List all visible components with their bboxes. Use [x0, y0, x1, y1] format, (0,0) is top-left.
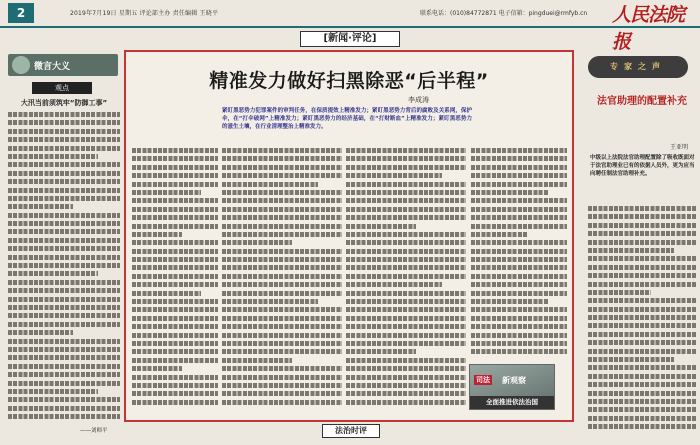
- left-headline: 大汛当前须筑牢“防御工事”: [20, 99, 108, 107]
- article-byline: 李成涛: [408, 96, 429, 104]
- article-lead: 紧盯黑恶势力犯罪案件的审判任务，在保质提效上精准发力；紧盯黑恶势力背后的腐败及关系网，保护伞，在“打伞破网”上精准发力；紧盯黑恶势力的经济基础，在“打财断血”上精准发力；紧盯黑恶势力的滋生土壤，在行业清理整治上精准发力。: [222, 108, 472, 130]
- left-body-text: [8, 112, 120, 424]
- left-author: ——刘师平: [80, 428, 108, 434]
- contact-line: 联系电话：(010)84772871 电子信箱：pingduei@rmfyb.cn: [420, 10, 588, 17]
- mic-icon: [12, 56, 30, 74]
- right-column: [580, 30, 698, 438]
- article-col-1: [132, 148, 218, 414]
- photo-tag: 司法: [476, 376, 490, 384]
- article-headline: 精准发力做好扫黑除恶“后半程”: [209, 70, 489, 92]
- opinion-tag: 观点: [32, 82, 92, 94]
- article-col-3: [346, 148, 466, 414]
- header-rule: [0, 26, 700, 28]
- photo-caption: 全面推进依法治国: [470, 396, 554, 409]
- article-col-2: [222, 148, 342, 414]
- column-banner-right: [588, 56, 688, 78]
- right-author: 王亚明: [670, 144, 689, 151]
- column-banner: [8, 54, 118, 76]
- right-body-text: [588, 206, 696, 434]
- section-label: [新闻·评论]: [300, 31, 400, 47]
- right-headline: 法官助理的配置补充: [597, 96, 687, 107]
- article-col-4: [471, 148, 567, 360]
- column-title-right: 专家之声: [610, 61, 666, 71]
- feature-photo: [469, 364, 555, 410]
- masthead-logo: 人民法院报: [612, 4, 685, 53]
- right-lead: 中级以上法院法官助理配置除了吸收既面对于法官助理业已有的依据人员外，更为应当向聘任制法官助理补充。: [590, 155, 695, 178]
- photo-title: 新观察: [502, 376, 526, 385]
- page-number: 2: [8, 3, 34, 23]
- main-article: [124, 50, 574, 422]
- footer-column-tag: 法治时评: [322, 424, 380, 438]
- left-column: [0, 30, 122, 438]
- column-title: 微言大义: [34, 62, 71, 72]
- date-line: 2019年7月19日 星期五 评论部主办 责任编辑 王晓平: [70, 10, 219, 17]
